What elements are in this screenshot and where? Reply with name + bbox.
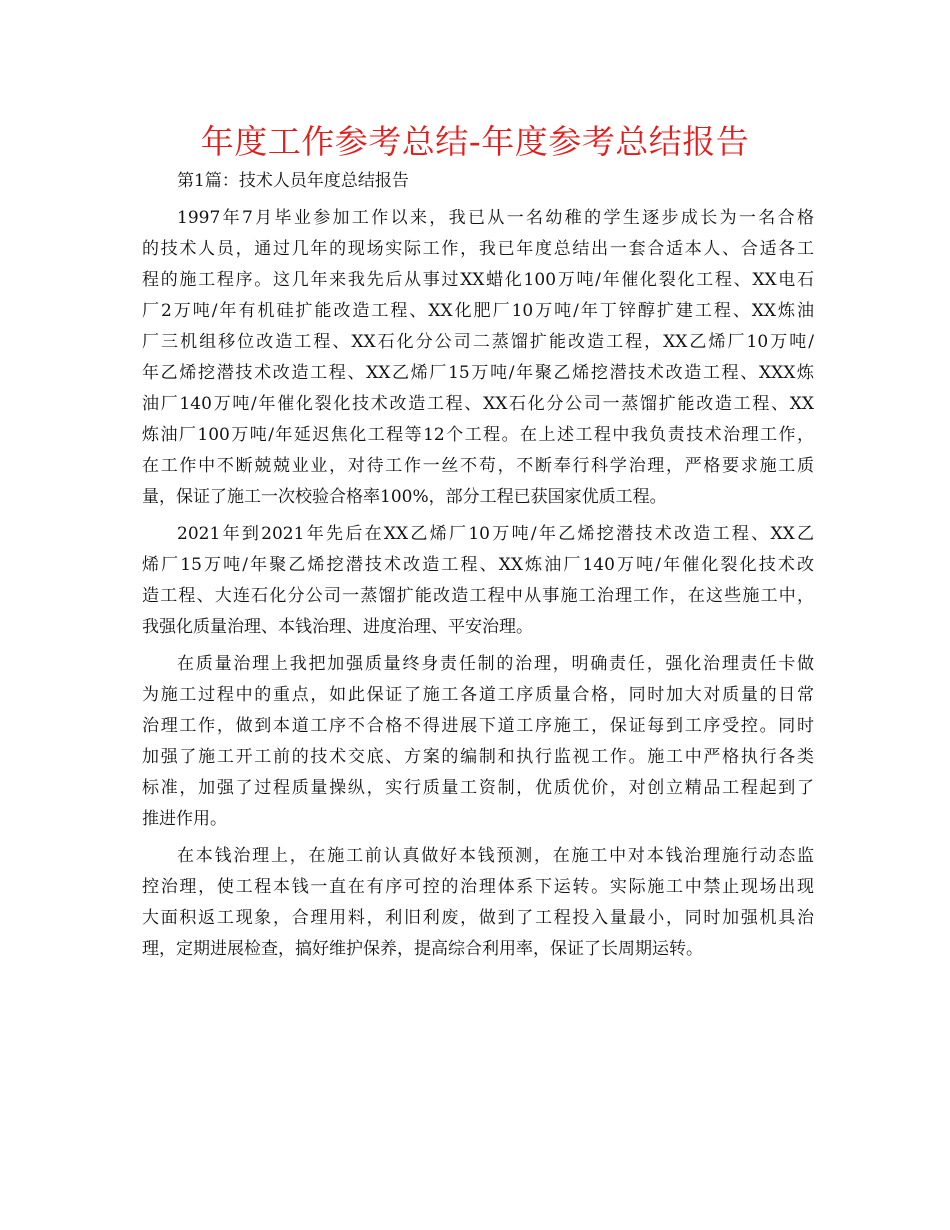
paragraph-line: 2021年到2021年先后在XX乙烯厂10万吨/年乙烯挖潜技术改造工程、XX乙 [177,524,814,544]
paragraph-line: 程的施工程序。这几年来我先后从事过XX蜡化100万吨/年催化裂化工程、XX电石 [142,270,814,290]
paragraph-line: 在本钱治理上，在施工前认真做好本钱预测，在施工中对本钱治理施行动态监 [177,846,814,866]
paragraph-2 [142,519,814,643]
paragraph-line: 量，保证了施工一次校验合格率100%，部分工程已获国家优质工程。 [142,487,667,507]
document-body [142,166,814,965]
paragraph-line: 1997年7月毕业参加工作以来，我已从一名幼稚的学生逐步成长为一名合格 [177,208,814,228]
paragraph-1 [142,203,814,513]
paragraph-line: 加强了施工开工前的技术交底、方案的编制和执行监视工作。施工中严格执行各类 [142,747,814,767]
paragraph-line: 烯厂15万吨/年聚乙烯挖潜技术改造工程、XX炼油厂140万吨/年催化裂化技术改 [142,555,814,575]
paragraph-line: 推进作用。 [142,809,227,829]
document-title: 年度工作参考总结-年度参考总结报告 [200,122,750,161]
paragraph-line: 控治理，使工程本钱一直在有序可控的治理体系下运转。实际施工中禁止现场出现 [142,877,814,897]
paragraph-3 [142,649,814,835]
paragraph-line: 的技术人员，通过几年的现场实际工作，我已年度总结出一套合适本人、合适各工 [142,239,814,259]
paragraph-line: 年乙烯挖潜技术改造工程、XX乙烯厂15万吨/年聚乙烯挖潜技术改造工程、XXX炼 [142,363,814,383]
paragraph-line: 理，定期进展检查，搞好维护保养，提高综合利用率，保证了长周期运转。 [142,939,703,959]
paragraph-line: 在工作中不断兢兢业业，对待工作一丝不苟，不断奉行科学治理，严格要求施工质 [142,456,814,476]
paragraph-line: 标准，加强了过程质量操纵，实行质量工资制，优质优价，对创立精品工程起到了 [142,778,814,798]
paragraph-line: 我强化质量治理、本钱治理、进度治理、平安治理。 [142,617,533,637]
paragraph-line: 厂2万吨/年有机硅扩能改造工程、XX化肥厂10万吨/年丁锌醇扩建工程、XX炼油 [142,301,814,321]
paragraph-line: 大面积返工现象，合理用料，利旧利废，做到了工程投入量最小，同时加强机具治 [142,908,814,928]
paragraph-line: 为施工过程中的重点，如此保证了施工各道工序质量合格，同时加大对质量的日常 [142,685,814,705]
section-heading: 第1篇：技术人员年度总结报告 [177,171,409,191]
paragraph-line: 造工程、大连石化分公司一蒸馏扩能改造工程中从事施工治理工作，在这些施工中， [142,586,814,606]
paragraph-4 [142,841,814,965]
paragraph-line: 在质量治理上我把加强质量终身责任制的治理，明确责任，强化治理责任卡做 [177,654,814,674]
paragraph-line: 治理工作，做到本道工序不合格不得进展下道工序施工，保证每到工序受控。同时 [142,716,814,736]
paragraph-line: 炼油厂100万吨/年延迟焦化工程等12个工程。在上述工程中我负责技术治理工作， [142,425,814,445]
paragraph-line: 油厂140万吨/年催化裂化技术改造工程、XX石化分公司一蒸馏扩能改造工程、XX [142,394,814,414]
paragraph-line: 厂三机组移位改造工程、XX石化分公司二蒸馏扩能改造工程，XX乙烯厂10万吨/ [142,332,814,352]
